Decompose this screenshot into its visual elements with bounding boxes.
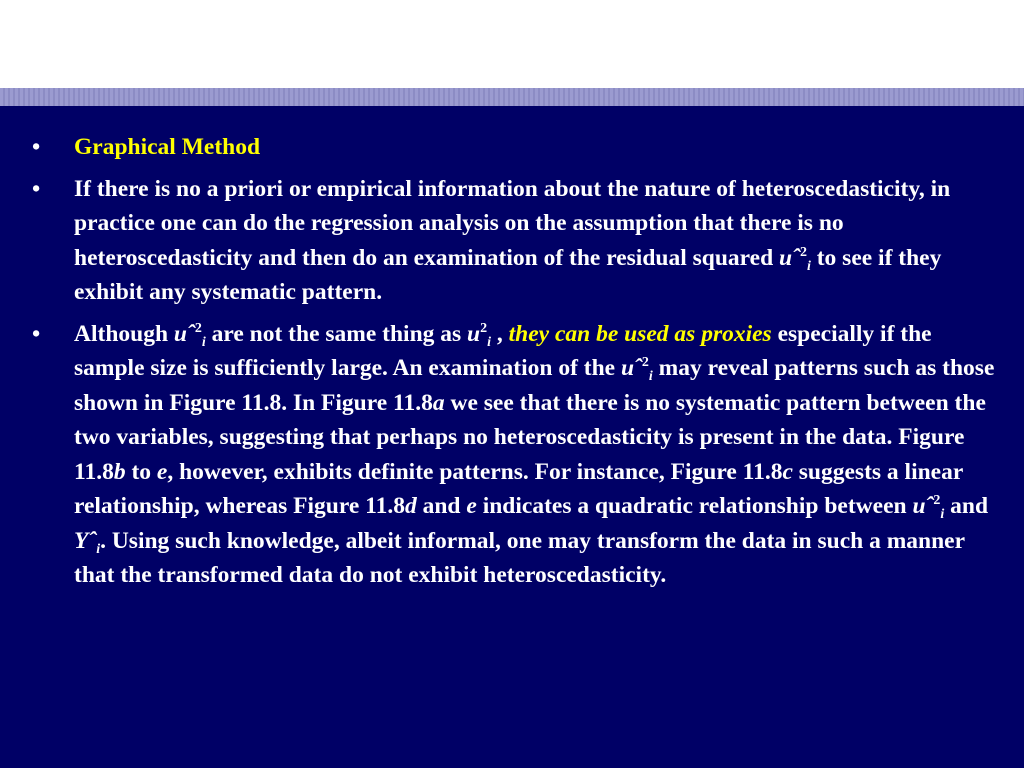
bullet-paragraph-2 xyxy=(28,317,998,593)
math-sup: 2 xyxy=(480,320,488,336)
figure-ref-c: c xyxy=(782,458,793,485)
text: indicates a quadratic relationship between xyxy=(476,493,913,519)
text: to see if they exhibit any systematic pattern. xyxy=(74,244,942,305)
text: may reveal patterns such as those shown in Figure 11.8. In Figure 11.8 xyxy=(74,355,995,416)
math-u-hat: uˆ xyxy=(620,355,642,381)
text: Although xyxy=(74,320,174,347)
math-u-hat: uˆ xyxy=(912,493,934,519)
math-y-hat: Yˆ xyxy=(74,527,97,554)
math-sup: 2 xyxy=(933,493,941,508)
text: especially if the sample size is sufficiently large. An examination of the xyxy=(74,320,932,381)
math-u: u xyxy=(467,320,481,347)
figure-ref-d: d xyxy=(404,493,417,519)
bullet-icon: • xyxy=(32,320,41,347)
math-sub: i xyxy=(806,258,811,274)
math-u-hat: uˆ xyxy=(173,320,195,347)
math-sub: i xyxy=(487,334,492,350)
math-u-hat: uˆ xyxy=(779,244,800,271)
decorative-stripe xyxy=(0,88,1024,106)
text: are not the same thing as xyxy=(205,320,468,347)
bullet-icon: • xyxy=(32,175,41,202)
section-heading: Graphical Method xyxy=(74,134,261,160)
text: to xyxy=(125,458,157,485)
bullet-list xyxy=(28,130,998,600)
figure-ref-e: e xyxy=(466,493,477,519)
figure-ref-a: a xyxy=(432,389,445,416)
math-sub: i xyxy=(96,541,101,557)
text: . Using such knowledge, albeit informal, one may transform the data in such a manner that the transformed data do not exhibit heteroscedasticity. xyxy=(74,527,965,588)
figure-ref-b: b xyxy=(113,458,126,485)
figure-ref-e: e xyxy=(156,458,168,485)
bullet-paragraph-1 xyxy=(28,172,998,310)
text: and xyxy=(416,493,467,519)
text: we see that there is no systematic pattern between the two variables, suggesting that perhaps no heteroscedasticity is present in the data. Figure 11.8 xyxy=(74,389,986,485)
text: , xyxy=(491,320,509,347)
math-sub: i xyxy=(940,507,945,522)
text: , however, exhibits definite patterns. For instance, Figure 11.8 xyxy=(167,458,783,485)
text: suggests a linear relationship, whereas Figure 11.8 xyxy=(74,458,963,519)
bullet-icon: • xyxy=(32,134,41,160)
math-sup: 2 xyxy=(799,244,807,260)
bullet-heading xyxy=(28,130,998,165)
math-sup: 2 xyxy=(641,355,649,370)
text: and xyxy=(944,493,989,519)
text: If there is no a priori or empirical information about the nature of heteroscedasticity, in practice one can do the regression analysis on the assumption that there is no heteroscedasticity and then do an examination of the residual squared xyxy=(74,175,951,271)
slide-content xyxy=(0,106,1024,768)
math-sub: i xyxy=(201,334,206,350)
slide-header-band xyxy=(0,0,1024,88)
math-sub: i xyxy=(648,369,653,384)
highlighted-phrase: they can be used as proxies xyxy=(508,320,772,347)
math-sup: 2 xyxy=(194,320,202,336)
